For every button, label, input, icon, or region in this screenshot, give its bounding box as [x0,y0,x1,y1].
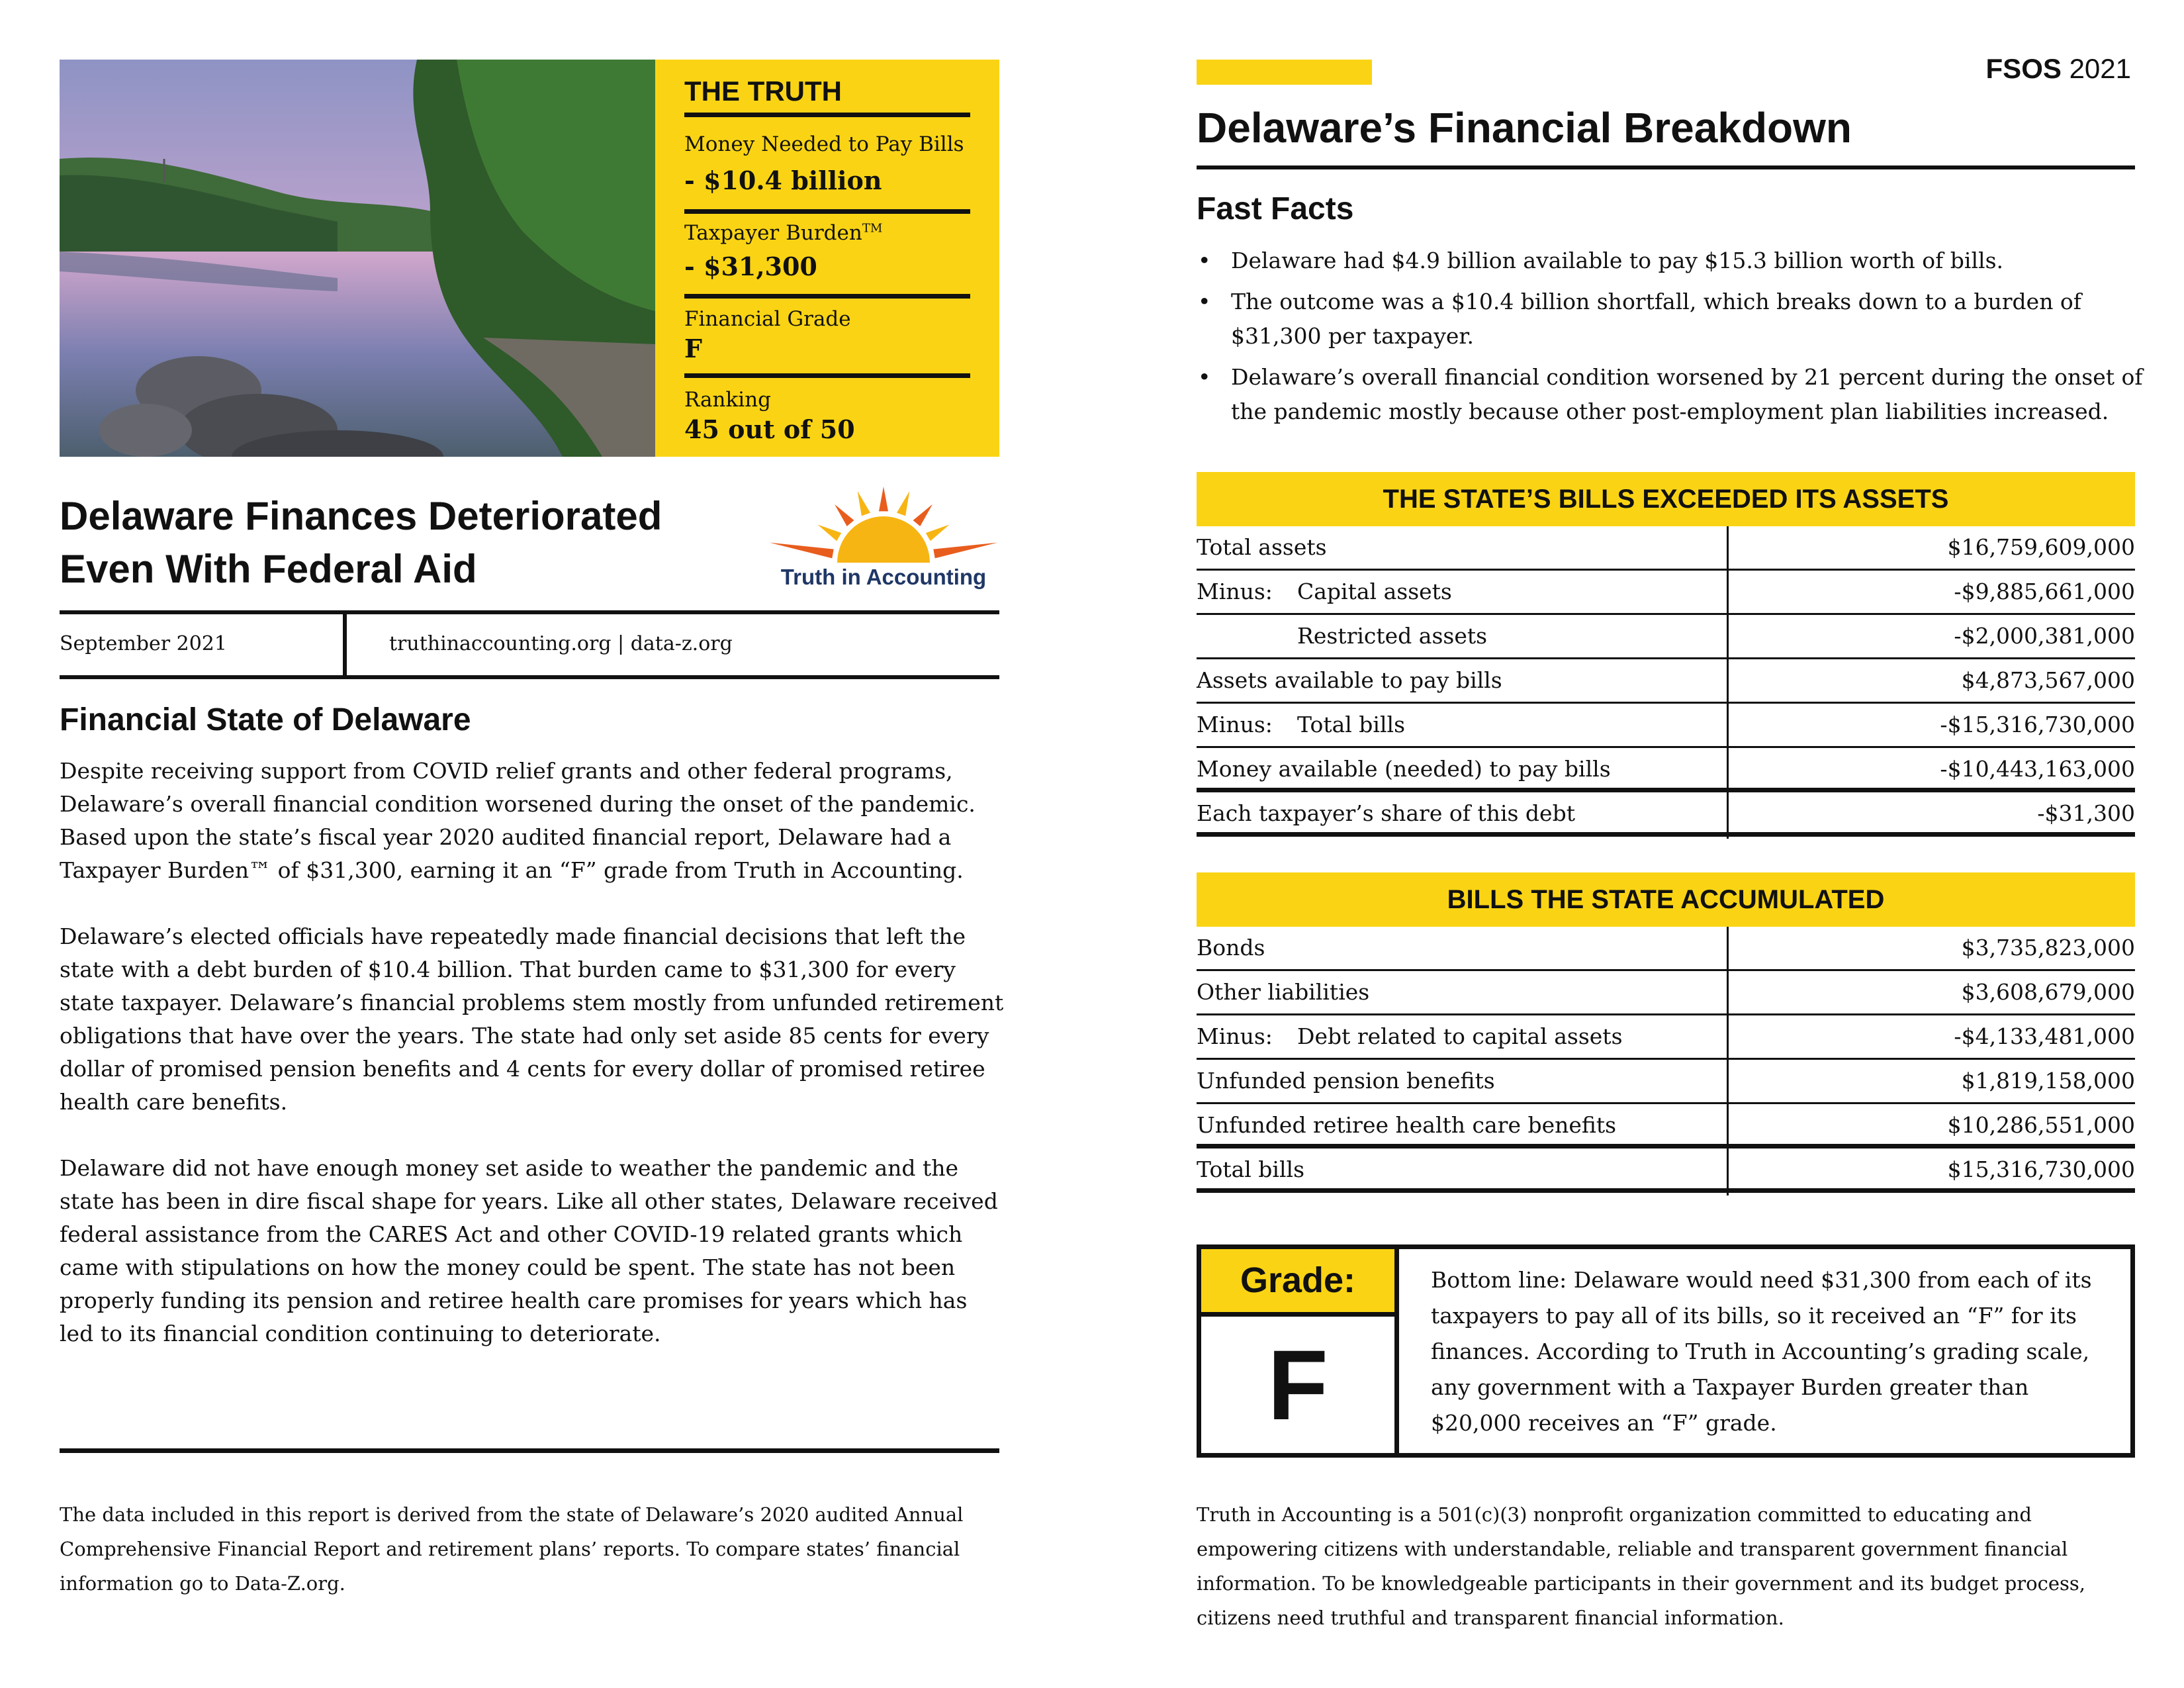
bills-table [1197,927,2135,1193]
table-row [1197,927,2135,971]
logo-text: Truth in Accounting [780,565,987,589]
body-paragraph-3: Delaware did not have enough money set aside to weather the pandemic and the state has been in dire fiscal shape for years. Like all other states, Delaware received federal assistance from the CARES Act and other COVID-19 related grants which came with stipulations on how the money could be spent. The state has not been properly funding its pension and retiree health care promises for years which has led to its financial condition continuing to deteriorate. [60,1155,998,1346]
table-row [1197,659,2135,704]
taxpayer-burden-label-text: Taxpayer Burden [684,221,862,245]
financial-state-body [60,755,1006,1383]
row-label: Minus: [1197,579,1273,604]
fast-fact-item [1197,244,2150,278]
row-sublabel: Restricted assets [1297,623,1488,649]
ranking-label: Ranking [684,388,772,412]
fast-fact-text: Delaware’s overall financial condition worsened by 21 percent during the onset of the pandemic mostly because other post-employment plan liabilities increased. [1231,364,2143,424]
row-amount: $16,759,609,000 [1947,534,2135,560]
organization-note: Truth in Accounting is a 501(c)(3) nonprofit organization committed to educating and empowering citizens with understandable, reliable and transparent government financial information. To be knowledgeable participants in their government and its budget process, citizens need truthful and transparent financial information. [1197,1503,2086,1629]
logo-ray [835,504,854,526]
fast-fact-text: Delaware had $4.9 billion available to pay $15.3 billion worth of bills. [1231,248,2004,273]
row-label: Each taxpayer’s share of this debt [1197,800,1575,826]
table-row [1197,748,2135,792]
fast-fact-item [1197,360,2150,429]
report-date: September 2021 [60,632,227,655]
row-label: Total bills [1197,1156,1305,1182]
row-amount: -$2,000,381,000 [1954,623,2135,649]
bullet: • [1198,248,1211,273]
assets-table-heading: THE STATE’S BILLS EXCEEDED ITS ASSETS [1197,472,2135,526]
logo-ray [770,543,834,559]
ranking-value: 45 out of 50 [684,414,855,444]
row-label: Unfunded retiree health care benefits [1197,1112,1617,1138]
row-label: Total assets [1197,534,1327,560]
truth-rule [684,113,970,117]
table-row [1197,526,2135,571]
table-row [1197,792,2135,837]
meta-rule-top [60,610,999,614]
bills-table-heading: BILLS THE STATE ACCUMULATED [1197,872,2135,927]
row-label: Minus: [1197,1023,1273,1049]
bottom-line-text: Bottom line: Delaware would need $31,300 from each of its taxpayers to pay all of its bills, so it received an “F” for its finances. According to Truth in Accounting’s grading scale, any government with a Taxpayer Burden greater than $20,000 receives an “F” grade. [1431,1267,2092,1436]
truth-rule [684,373,970,378]
table-row [1197,615,2135,659]
table-row [1197,1149,2135,1193]
grade-divider [1394,1249,1399,1453]
row-amount: -$9,885,661,000 [1954,579,2135,604]
row-sublabel: Capital assets [1297,579,1452,604]
trademark-mark: TM [862,221,883,236]
logo-ray [933,543,997,559]
row-label: Unfunded pension benefits [1197,1068,1495,1094]
grade-box [1197,1244,2135,1458]
row-amount: -$10,443,163,000 [1940,756,2135,782]
logo-ray [817,525,841,541]
row-amount: -$15,316,730,000 [1940,712,2135,737]
row-label: Bonds [1197,935,1265,961]
table-row [1197,1060,2135,1104]
data-source-note: The data included in this report is derived from the state of Delaware’s 2020 audited Annual Comprehensive Financial Report and retirement plans’ reports. To compare states’ financial information go to Data-Z.org. [60,1503,964,1595]
row-amount: -$31,300 [2037,800,2135,826]
breakdown-title: Delaware’s Financial Breakdown [1197,104,1852,152]
table-row [1197,1104,2135,1149]
the-truth-box [655,60,999,457]
headline [60,490,721,596]
table-row [1197,571,2135,615]
money-needed-label: Money Needed to Pay Bills [684,132,964,156]
truth-box-title: THE TRUTH [684,75,842,107]
taxpayer-burden-value: - $31,300 [684,252,817,281]
fsos-year: 2021 [2069,53,2131,84]
river-landscape-photo [60,60,655,457]
logo-ray [913,504,933,526]
row-label: Money available (needed) to pay bills [1197,756,1611,782]
headline-line-2: Even With Federal Aid [60,547,477,591]
logo-ray [858,491,870,516]
table-row [1197,1015,2135,1060]
fast-fact-item [1197,285,2150,353]
row-amount: $3,608,679,000 [1961,979,2135,1005]
row-amount: $1,819,158,000 [1961,1068,2135,1094]
footer-rule [60,1448,999,1453]
grade-letter: F [1267,1329,1328,1440]
grade-label: Grade: [1201,1249,1394,1317]
website-links[interactable]: truthinaccounting.org | data-z.org [389,632,733,655]
logo-ray [897,491,909,516]
truth-rule [684,294,970,299]
row-label: Minus: [1197,712,1273,737]
row-amount: $3,735,823,000 [1961,935,2135,961]
row-amount: $10,286,551,000 [1947,1112,2135,1138]
row-amount: $15,316,730,000 [1947,1156,2135,1182]
financial-grade-label: Financial Grade [684,307,851,331]
accent-tab [1197,60,1372,85]
fast-fact-text: The outcome was a $10.4 billion shortfall, which breaks down to a burden of $31,300 per taxpayer. [1231,289,2082,349]
row-sublabel: Total bills [1297,712,1406,737]
fsos-bold: FSOS [1985,53,2062,84]
financial-state-heading: Financial State of Delaware [60,702,471,737]
bullet: • [1198,364,1211,390]
breakdown-title-rule [1197,165,2135,169]
row-sublabel: Debt related to capital assets [1297,1023,1623,1049]
financial-grade-value: F [684,334,702,363]
table-row [1197,704,2135,748]
truth-rule [684,209,970,214]
meta-rule-bottom [60,675,999,679]
table-row [1197,971,2135,1015]
row-label: Assets available to pay bills [1197,667,1502,693]
fsos-label [1986,53,2131,85]
body-paragraph-2: Delaware’s elected officials have repeatedly made financial decisions that left the state with a debt burden of $10.4 billion. That burden came to $31,300 for every state taxpayer. Delaware’s financial problems stem mostly from unfunded retirement obligations that have over the years. The state had only set aside 85 cents for every dollar of promised pension benefits and 4 cents for every dollar of promised retiree health care benefits. [60,923,1004,1115]
body-paragraph-1: Despite receiving support from COVID relief grants and other federal programs, Delaware’s overall financial condition worsened during the onset of the pandemic. Based upon the state’s fiscal year 2020 audited financial report, Delaware had a Taxpayer Burden™ of $31,300, earning it an “F” grade from Truth in Accounting. [60,758,976,883]
fast-facts-heading: Fast Facts [1197,191,1354,226]
logo-ray [926,525,950,541]
logo-ray [879,487,888,511]
row-amount: $4,873,567,000 [1961,667,2135,693]
headline-line-1: Delaware Finances Deteriorated [60,494,662,538]
fast-facts-list [1197,244,2150,436]
meta-rule-divider [343,614,347,675]
money-needed-value: - $10.4 billion [684,165,882,195]
assets-table [1197,526,2135,837]
bullet: • [1198,289,1211,314]
taxpayer-burden-label [684,221,882,245]
row-label: Other liabilities [1197,979,1370,1005]
row-amount: -$4,133,481,000 [1954,1023,2135,1049]
